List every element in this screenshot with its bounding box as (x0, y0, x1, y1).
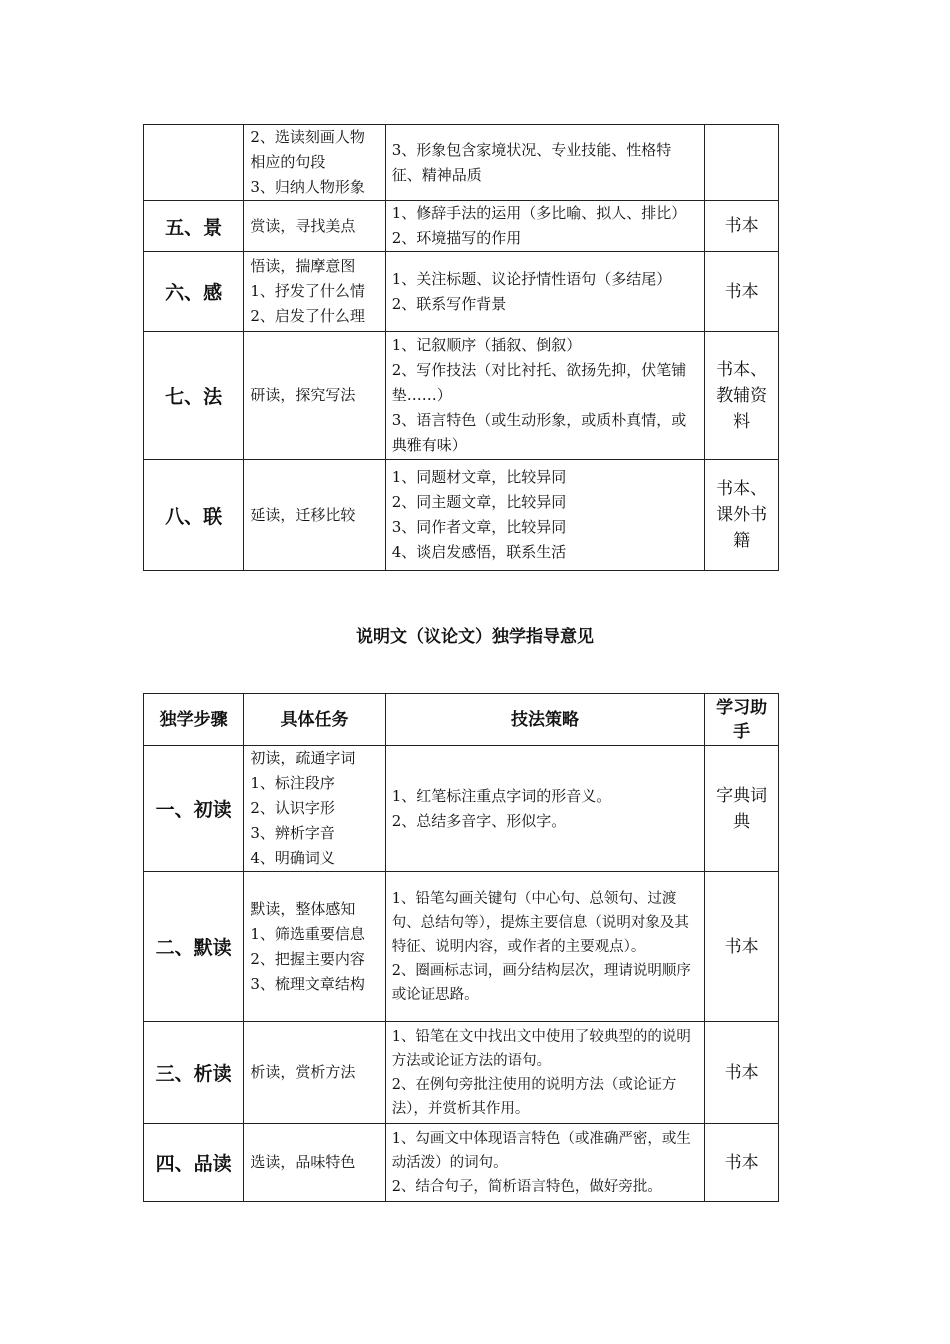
strategy-line: 1、关注标题、议论抒情性语句（多结尾） (391, 269, 672, 288)
strategy-line: 1、铅笔在文中找出文中使用了较典型的的说明方法或论证方法的语句。 (391, 1028, 691, 1069)
header-helper: 学习助手 (705, 694, 779, 746)
step-cell: 五、景 (144, 201, 244, 252)
helper-cell: 字典词典 (705, 746, 779, 872)
task-cell (244, 332, 385, 460)
table-row (144, 746, 779, 872)
strategy-line: 3、语言特色（或生动形象，或质朴真情，或典雅有味） (391, 411, 687, 454)
strategy-cell (385, 332, 705, 460)
task-line: 初读，疏通字词 (250, 749, 356, 767)
task-line: 析读，赏析方法 (250, 1063, 356, 1081)
task-line: 1、筛选重要信息 (250, 924, 365, 943)
strategy-line: 2、总结多音字、形似字。 (391, 811, 567, 830)
table-row (144, 1124, 779, 1202)
task-line: 1、标注段序 (250, 774, 335, 792)
table-row (144, 125, 779, 201)
task-cell (244, 460, 385, 571)
task-line: 3、辨析字音 (250, 824, 335, 842)
strategy-cell (385, 872, 705, 1022)
task-line: 2、选读刻画人物相应的句段 (250, 128, 365, 171)
strategy-line: 2、写作技法（对比衬托、欲扬先抑，伏笔铺垫……） (391, 361, 687, 404)
section-title: 说明文（议论文）独学指导意见 (356, 627, 594, 647)
strategy-line: 4、谈启发感悟，联系生活 (391, 543, 567, 561)
task-line: 3、归纳人物形象 (250, 178, 365, 196)
guidance-table-expository (143, 693, 779, 1202)
task-line: 赏读，寻找美点 (250, 216, 356, 235)
strategy-line: 1、铅笔勾画关键句（中心句、总领句、过渡句、总结句等），提炼主要信息（说明对象及其特征、说明内容，或作者的主要观点）。 (391, 890, 689, 955)
helper-cell: 书本 (705, 201, 779, 252)
task-line: 默读，整体感知 (250, 899, 356, 918)
helper-cell: 书本 (705, 1022, 779, 1124)
helper-cell: 书本 (705, 872, 779, 1022)
table-header-row (144, 694, 779, 746)
guidance-table-narrative (143, 124, 779, 571)
step-cell: 一、初读 (144, 746, 244, 872)
table-row (144, 201, 779, 252)
step-cell (144, 125, 244, 201)
strategy-cell (385, 252, 705, 332)
step-cell: 二、默读 (144, 872, 244, 1022)
strategy-line: 1、修辞手法的运用（多比喻、拟人、排比） (391, 204, 687, 222)
table-row (144, 332, 779, 460)
task-line: 3、梳理文章结构 (250, 974, 365, 993)
task-line: 悟读，揣摩意图 (250, 257, 356, 275)
strategy-line: 1、记叙顺序（插叙、倒叙） (391, 336, 582, 354)
helper-cell: 书本、教辅资料 (705, 332, 779, 460)
strategy-line: 2、环境描写的作用 (391, 229, 522, 247)
helper-cell: 书本 (705, 252, 779, 332)
strategy-cell (385, 1124, 705, 1202)
task-cell (244, 1022, 385, 1124)
step-cell: 八、联 (144, 460, 244, 571)
strategy-line: 2、在例句旁批注使用的说明方法（或论证方法），并赏析其作用。 (391, 1076, 677, 1117)
helper-cell: 书本、课外书籍 (705, 460, 779, 571)
strategy-cell (385, 460, 705, 571)
task-line: 1、抒发了什么情 (250, 282, 365, 300)
table-row (144, 460, 779, 571)
task-cell (244, 872, 385, 1022)
table-row (144, 1022, 779, 1124)
strategy-line: 1、同题材文章，比较异同 (391, 468, 567, 486)
strategy-line: 3、同作者文章，比较异同 (391, 518, 567, 536)
task-cell (244, 1124, 385, 1202)
header-task: 具体任务 (244, 694, 385, 746)
helper-cell: 书本 (705, 1124, 779, 1202)
step-cell: 六、感 (144, 252, 244, 332)
task-line: 2、把握主要内容 (250, 949, 365, 968)
strategy-line: 2、联系写作背景 (391, 294, 507, 313)
strategy-line: 1、勾画文中体现语言特色（或准确严密，或生动活泼）的词句。 (391, 1130, 691, 1171)
header-strategy: 技法策略 (385, 694, 705, 746)
step-cell: 四、品读 (144, 1124, 244, 1202)
task-line: 研读，探究写法 (250, 386, 356, 404)
task-cell (244, 252, 385, 332)
table-row (144, 872, 779, 1022)
table-row (144, 252, 779, 332)
strategy-line: 1、红笔标注重点字词的形音义。 (391, 786, 612, 805)
strategy-line: 2、圈画标志词，画分结构层次，理请说明顺序或论证思路。 (391, 962, 691, 1003)
strategy-cell (385, 125, 705, 201)
strategy-line: 3、形象包含家境状况、专业技能、性格特征、精神品质 (391, 140, 672, 184)
task-line: 延读，迁移比较 (250, 505, 356, 524)
task-cell (244, 746, 385, 872)
strategy-line: 2、同主题文章，比较异同 (391, 493, 567, 511)
strategy-line: 2、结合句子，简析语言特色，做好旁批。 (391, 1178, 662, 1195)
task-line: 选读，品味特色 (250, 1153, 356, 1171)
strategy-cell (385, 201, 705, 252)
strategy-cell (385, 1022, 705, 1124)
task-line: 4、明确词义 (250, 849, 335, 867)
step-cell: 三、析读 (144, 1022, 244, 1124)
header-step: 独学步骤 (144, 694, 244, 746)
task-cell (244, 125, 385, 201)
strategy-cell (385, 746, 705, 872)
step-cell: 七、法 (144, 332, 244, 460)
task-line: 2、启发了什么理 (250, 307, 365, 325)
helper-cell (705, 125, 779, 201)
task-line: 2、认识字形 (250, 799, 335, 817)
task-cell (244, 201, 385, 252)
